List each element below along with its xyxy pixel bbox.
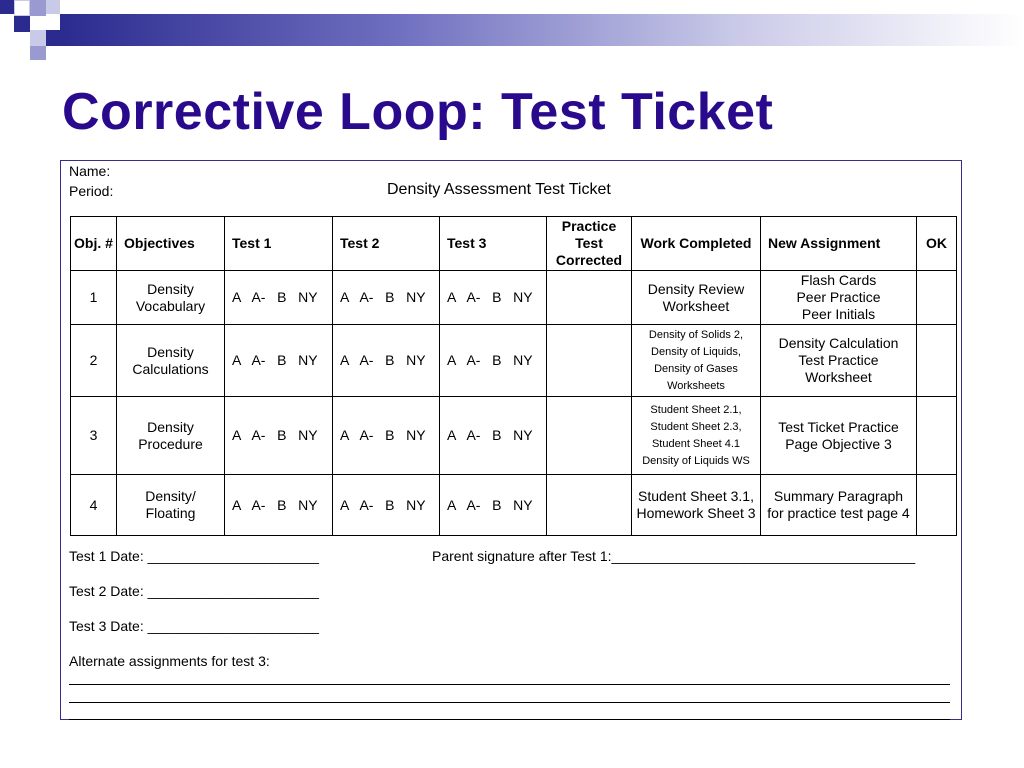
period-label: Period:	[69, 183, 114, 199]
decor-square	[14, 0, 30, 16]
decor-square	[0, 0, 14, 14]
header-test1: Test 1	[225, 217, 333, 271]
decor-square	[30, 30, 46, 46]
test3-grade: A A- B NY	[440, 475, 547, 536]
ok-cell	[917, 325, 957, 397]
practice-cell	[547, 475, 632, 536]
obj-number: 2	[71, 325, 117, 397]
practice-cell	[547, 397, 632, 475]
header-ok: OK	[917, 217, 957, 271]
work-cell: Student Sheet 3.1, Homework Sheet 3	[632, 475, 761, 536]
header-obj: Obj. #	[71, 217, 117, 271]
objective-cell: Density Procedure	[117, 397, 225, 475]
test1-grade: A A- B NY	[225, 397, 333, 475]
ok-cell	[917, 475, 957, 536]
obj-number: 4	[71, 475, 117, 536]
practice-cell	[547, 325, 632, 397]
new-assignment-cell: Density Calculation Test Practice Worksheet	[761, 325, 917, 397]
table-header-row	[71, 217, 957, 271]
table-row	[71, 397, 957, 475]
parent-signature-field: Parent signature after Test 1:_______________________________________	[432, 548, 916, 564]
blank-line	[69, 702, 950, 703]
test1-grade: A A- B NY	[225, 325, 333, 397]
test3-grade: A A- B NY	[440, 271, 547, 325]
decor-square	[46, 30, 60, 46]
name-label: Name:	[69, 163, 111, 179]
table-row	[71, 271, 957, 325]
new-assignment-cell: Test Ticket Practice Page Objective 3	[761, 397, 917, 475]
obj-number: 3	[71, 397, 117, 475]
table-row	[71, 325, 957, 397]
practice-cell	[547, 271, 632, 325]
test3-date-field: Test 3 Date: ______________________	[69, 618, 319, 634]
new-assignment-cell: Flash Cards Peer Practice Peer Initials	[761, 271, 917, 325]
blank-line	[69, 719, 950, 720]
objective-cell: Density Calculations	[117, 325, 225, 397]
decor-square	[46, 0, 60, 14]
ok-cell	[917, 271, 957, 325]
objective-cell: Density Vocabulary	[117, 271, 225, 325]
test3-grade: A A- B NY	[440, 325, 547, 397]
obj-number: 1	[71, 271, 117, 325]
blank-line	[69, 684, 950, 685]
sheet-title: Density Assessment Test Ticket	[387, 181, 611, 198]
test2-grade: A A- B NY	[333, 397, 440, 475]
test2-grade: A A- B NY	[333, 325, 440, 397]
decor-square	[30, 46, 46, 60]
test2-grade: A A- B NY	[333, 475, 440, 536]
test1-date-field: Test 1 Date: ______________________	[69, 548, 319, 564]
work-cell: Density of Solids 2, Density of Liquids, Density of Gases Worksheets	[632, 325, 761, 397]
header-test2: Test 2	[333, 217, 440, 271]
header-practice: Practice Test Corrected	[547, 217, 632, 271]
decor-square	[14, 16, 30, 32]
header-new-assignment: New Assignment	[761, 217, 917, 271]
slide-title: Corrective Loop: Test Ticket	[62, 83, 774, 141]
work-cell: Density Review Worksheet	[632, 271, 761, 325]
test2-grade: A A- B NY	[333, 271, 440, 325]
header-test3: Test 3	[440, 217, 547, 271]
header-work: Work Completed	[632, 217, 761, 271]
test2-date-field: Test 2 Date: ______________________	[69, 583, 319, 599]
test-ticket-table	[70, 216, 957, 536]
header-objectives: Objectives	[117, 217, 225, 271]
test3-grade: A A- B NY	[440, 397, 547, 475]
decor-square	[30, 0, 46, 16]
objective-cell: Density/ Floating	[117, 475, 225, 536]
test1-grade: A A- B NY	[225, 271, 333, 325]
decor-gradient-bar	[60, 14, 1024, 46]
table-row	[71, 475, 957, 536]
test1-grade: A A- B NY	[225, 475, 333, 536]
alternate-assignments-label: Alternate assignments for test 3:	[69, 653, 270, 669]
ok-cell	[917, 397, 957, 475]
new-assignment-cell: Summary Paragraph for practice test page 4	[761, 475, 917, 536]
work-cell: Student Sheet 2.1, Student Sheet 2.3, Student Sheet 4.1 Density of Liquids WS	[632, 397, 761, 475]
